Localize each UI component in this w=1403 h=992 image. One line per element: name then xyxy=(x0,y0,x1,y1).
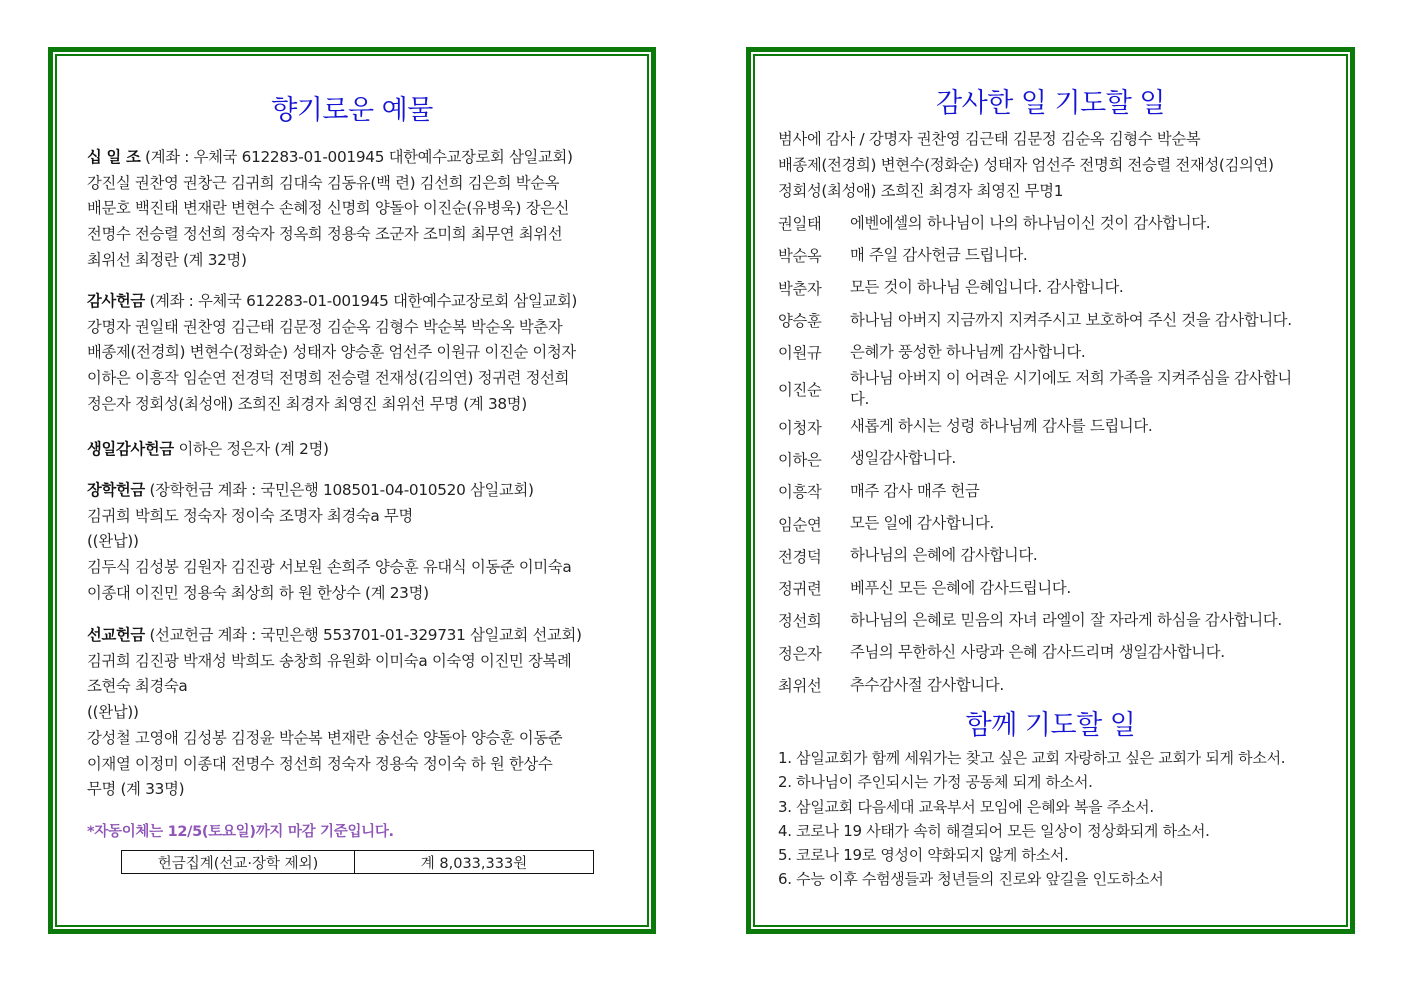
scholarship-names-line: 김귀희 박희도 정숙자 정이숙 조명자 최경숙a 무명 xyxy=(87,506,413,525)
thanks-message: 하나님 아버지 지금까지 지켜주시고 보호하여 주신 것을 감사합니다. xyxy=(850,310,1292,329)
thanks-prayer-title: 감사한 일 기도할 일 xyxy=(936,88,1165,119)
scholarship-heading-row xyxy=(87,478,627,504)
thanks-message: 생일감사합니다. xyxy=(850,449,956,468)
offering-total-row xyxy=(122,851,594,874)
thanks-prayer-page-inner-frame xyxy=(753,54,1348,927)
prayer-item: 1. 삼일교회가 함께 세워가는 찾고 싶은 교회 자랑하고 싶은 교회가 되게 하소서. xyxy=(778,749,1286,767)
birthday-offering-names: 이하은 정은자 (계 2명) xyxy=(178,440,329,458)
tithe-heading: 십 일 조 xyxy=(87,148,141,166)
thanks-list xyxy=(778,207,1318,701)
tithe-names-line: 배문호 백진태 변재란 변현수 손혜정 신명희 양돌아 이진순(유병욱) 장은신 xyxy=(87,199,570,218)
mission-offering-section xyxy=(87,623,627,803)
thanks-name: 이진순 xyxy=(778,381,822,400)
prayer-list xyxy=(778,746,1285,892)
thanks-name: 전경덕 xyxy=(778,547,822,566)
thanks-item xyxy=(778,572,1318,604)
offering-total-value: 계 8,033,333원 xyxy=(355,851,594,874)
thanks-message: 주님의 무한하신 사랑과 은혜 감사드리며 생일감사합니다. xyxy=(850,643,1225,662)
thanks-name: 정선희 xyxy=(778,612,822,631)
thanks-intro-line: 범사에 감사 / 강명자 권찬영 김근태 김문정 김순옥 김형수 박순복 xyxy=(778,130,1201,148)
scholarship-paid-label: ((완납)) xyxy=(87,532,139,551)
prayer-item: 5. 코로나 19로 영성이 약화되지 않게 하소서. xyxy=(778,846,1069,865)
thanks-name: 박순옥 xyxy=(778,247,822,266)
tithe-names-line: 최위선 최정란 (계 32명) xyxy=(87,250,247,269)
thanks-item xyxy=(778,540,1318,572)
mission-names-line: 이재열 이정미 이종대 전명수 정선희 정숙자 정용숙 정이숙 하 원 한상수 xyxy=(87,754,553,773)
thanks-item xyxy=(778,410,1318,442)
thanks-offering-names-line: 배종제(전경희) 변현수(정화순) 성태자 양승훈 엄선주 이원규 이진순 이청자 xyxy=(87,343,576,362)
thanks-offering-names-line: 정은자 정회성(최성애) 조희진 최경자 최영진 최위선 무명 (계 38명) xyxy=(87,394,527,413)
mission-heading-row xyxy=(87,623,627,649)
thanks-in-all-things xyxy=(778,126,1274,204)
thanks-message: 은혜가 풍성한 하나님께 감사합니다. xyxy=(850,342,1086,361)
thanks-item xyxy=(778,336,1318,368)
mission-account: (선교헌금 계좌 : 국민은행 553701-01-329731 삼일교회 선교회) xyxy=(149,626,582,644)
thanks-item xyxy=(778,637,1318,669)
thanks-offering-names-line: 강명자 권일태 권찬영 김근태 김문정 김순옥 김형수 박순복 박순옥 박춘자 xyxy=(87,317,563,336)
thanks-message: 모든 것이 하나님 은혜입니다. 감사합니다. xyxy=(850,278,1124,297)
thanks-name: 이하은 xyxy=(778,450,822,469)
mission-heading: 선교헌금 xyxy=(87,626,145,644)
thanks-message: 하나님의 은혜에 감사합니다. xyxy=(850,546,1038,565)
thanks-message: 모든 일에 감사합니다. xyxy=(850,514,994,533)
birthday-offering-heading: 생일감사헌금 xyxy=(87,440,174,458)
thanks-item xyxy=(778,475,1318,507)
thanks-item xyxy=(778,304,1318,336)
thanks-name: 권일태 xyxy=(778,215,822,234)
mission-paid-label: ((완납)) xyxy=(87,703,139,722)
thanks-item xyxy=(778,669,1318,701)
auto-transfer-notice: *자동이체는 12/5(토요일)까지 마감 기준입니다. xyxy=(87,824,394,840)
thanks-item xyxy=(778,443,1318,475)
thanks-name: 이청자 xyxy=(778,418,822,437)
thanks-item xyxy=(778,239,1318,271)
offerings-page xyxy=(48,47,656,934)
thanks-name: 정은자 xyxy=(778,644,822,663)
prayer-item: 6. 수능 이후 수험생들과 청년들의 진로와 앞길을 인도하소서 xyxy=(778,870,1164,889)
scholarship-names-line: 김두식 김성봉 김원자 김진광 서보원 손희주 양승훈 유대식 이동준 이미숙a xyxy=(87,558,572,577)
thanks-name: 양승훈 xyxy=(778,312,822,331)
thanks-message: 새롭게 하시는 성령 하나님께 감사를 드립니다. xyxy=(850,417,1153,436)
thanks-name: 박춘자 xyxy=(778,279,822,298)
thanks-item xyxy=(778,368,1318,410)
tithe-heading-row xyxy=(87,145,627,171)
thanks-name: 최위선 xyxy=(778,677,822,695)
prayer-title: 함께 기도할 일 xyxy=(965,710,1136,741)
thanks-offering-section xyxy=(87,289,627,418)
thanks-message: 하나님의 은혜로 믿음의 자녀 라엘이 잘 자라게 하심을 감사합니다. xyxy=(850,610,1282,629)
scholarship-heading: 장학헌금 xyxy=(87,481,145,499)
thanks-offering-names-line: 이하은 이흥작 임순연 전경덕 전명희 전승렬 전재성(김의연) 정귀련 정선희 xyxy=(87,369,570,388)
prayer-item: 3. 삼일교회 다음세대 교육부서 모임에 은혜와 복을 주소서. xyxy=(778,797,1154,816)
tithe-account: (계좌 : 우체국 612283-01-001945 대한예수교장로회 삼일교회) xyxy=(145,148,573,166)
thanks-message: 매주 감사 매주 헌금 xyxy=(850,481,980,500)
tithe-section xyxy=(87,145,627,274)
thanks-intro-line: 정회성(최성애) 조희진 최경자 최영진 무명1 xyxy=(778,182,1064,200)
thanks-offering-heading-row xyxy=(87,289,627,315)
thanks-message: 베푸신 모든 은혜에 감사드립니다. xyxy=(850,578,1071,597)
scholarship-offering-section xyxy=(87,478,627,607)
offerings-title: 향기로운 예물 xyxy=(271,95,433,126)
mission-names-line: 조현숙 최경숙a xyxy=(87,677,188,696)
thanks-name: 이흥작 xyxy=(778,483,822,502)
thanks-message: 하나님 아버지 이 어려운 시기에도 저희 가족을 지켜주심을 감사합니다. xyxy=(850,369,1292,409)
thanks-message: 매 주일 감사헌금 드립니다. xyxy=(850,245,1028,264)
thanks-intro-line: 배종제(전경희) 변현수(정화순) 성태자 엄선주 전명희 전승렬 전재성(김의연) xyxy=(778,156,1274,174)
prayer-item: 4. 코로나 19 사태가 속히 해결되어 모든 일상이 정상화되게 하소서. xyxy=(778,821,1210,840)
thanks-item xyxy=(778,272,1318,304)
scholarship-names-line: 이종대 이진민 정용숙 최상희 하 원 한상수 (계 23명) xyxy=(87,583,429,602)
mission-names-line: 강성철 고영애 김성봉 김정윤 박순복 변재란 송선순 양돌아 양승훈 이동준 xyxy=(87,728,563,747)
thanks-name: 이원규 xyxy=(778,344,822,363)
offering-total-table xyxy=(121,850,594,874)
thanks-offering-account: (계좌 : 우체국 612283-01-001945 대한예수교장로회 삼일교회) xyxy=(149,292,578,310)
offerings-page-inner-frame xyxy=(55,54,649,927)
thanks-message: 추수감사절 감사합니다. xyxy=(850,675,1004,694)
tithe-names-line: 전명수 전승렬 정선희 정숙자 정옥희 정용숙 조군자 조미희 최무연 최위선 xyxy=(87,225,563,244)
thanks-item xyxy=(778,207,1318,239)
tithe-names-line: 강진실 권찬영 권창근 김귀희 김대숙 김동유(백 련) 김선희 김은희 박순옥 xyxy=(87,173,560,192)
offering-total-label: 헌금집계(선교·장학 제외) xyxy=(122,851,355,874)
scholarship-account: (장학헌금 계좌 : 국민은행 108501-04-010520 삼일교회) xyxy=(149,481,534,499)
thanks-name: 정귀련 xyxy=(778,580,822,599)
mission-names-line: 무명 (계 33명) xyxy=(87,780,185,799)
mission-names-line: 김귀희 김진광 박재성 박희도 송창희 유원화 이미숙a 이숙영 이진민 장복례 xyxy=(87,651,572,670)
birthday-offering-section xyxy=(87,437,627,463)
thanks-message: 에벤에셀의 하나님이 나의 하나님이신 것이 감사합니다. xyxy=(850,213,1211,232)
thanks-prayer-page xyxy=(746,47,1355,934)
birthday-offering-heading-row xyxy=(87,437,627,463)
thanks-item xyxy=(778,507,1318,539)
thanks-offering-heading: 감사헌금 xyxy=(87,292,145,310)
thanks-name: 임순연 xyxy=(778,515,822,534)
thanks-item xyxy=(778,604,1318,636)
prayer-item: 2. 하나님이 주인되시는 가정 공동체 되게 하소서. xyxy=(778,773,1093,792)
